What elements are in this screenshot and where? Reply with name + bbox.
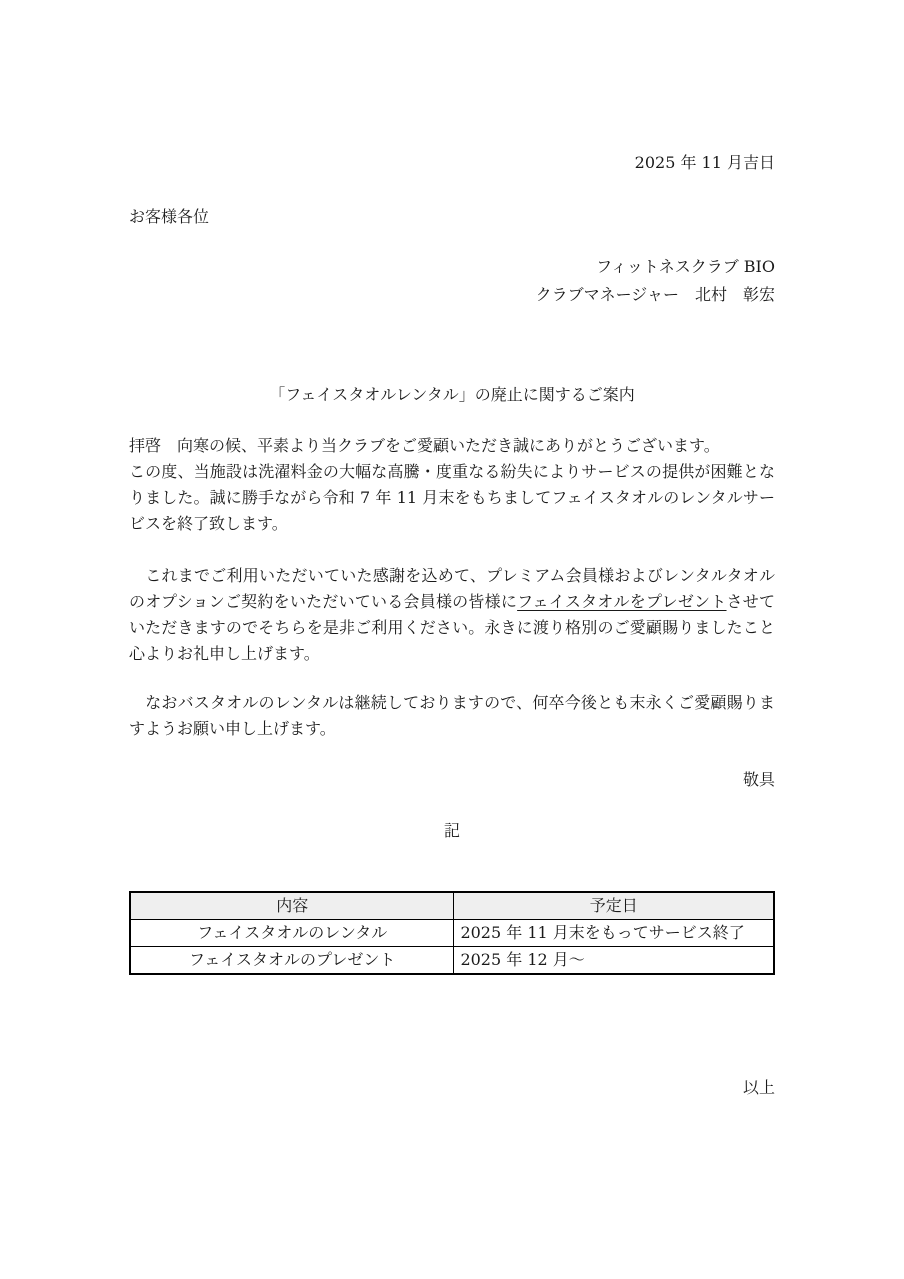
paragraph-2-underlined-text: フェイスタオルをプレゼント	[517, 592, 727, 611]
table-header-date: 予定日	[454, 892, 774, 920]
paragraph-1	[129, 433, 775, 537]
paragraph-3: なおバスタオルのレンタルは継続しておりますので、何卒今後とも末永くご愛顧賜りますようお願い申し上げます。	[129, 693, 775, 738]
sender-company: フィットネスクラブ BIO	[596, 257, 775, 276]
paragraph-2-text-after: させていただきますのでそちらを是非ご利用ください。永きに渡り格別のご愛顧賜りましたこと心よりお礼申し上げます。	[129, 592, 775, 663]
table-cell-content: フェイスタオルのレンタル	[130, 920, 454, 947]
table-cell-date: 2025 年 11 月末をもってサービス終了	[454, 920, 774, 947]
paragraph-2	[129, 563, 775, 667]
table-row	[130, 947, 774, 975]
table-cell-date: 2025 年 12 月～	[454, 947, 774, 975]
record-marker-ki: 記	[443, 821, 460, 840]
table-header-row	[130, 892, 774, 920]
document-date: 2025 年 11 月吉日	[634, 153, 775, 172]
addressee: お客様各位	[129, 207, 210, 226]
paragraph-1-opening: 拝啓 向寒の候、平素より当クラブをご愛顧いただき誠にありがとうございます。	[129, 436, 720, 455]
paragraph-2-text-before: これまでご利用いただいていた感謝を込めて、プレミアム会員様およびレンタルタオルのオプションご契約をいただいている会員様の皆様に	[129, 566, 775, 611]
closing-keigu: 敬具	[742, 770, 775, 789]
schedule-table	[129, 891, 775, 975]
table-cell-content: フェイスタオルのプレゼント	[130, 947, 454, 975]
sender-manager: クラブマネージャー 北村 彰宏	[535, 285, 775, 304]
table-row	[130, 920, 774, 947]
table-header-content: 内容	[130, 892, 454, 920]
paragraph-1-body: この度、当施設は洗濯料金の大幅な高騰・度重なる紛失によりサービスの提供が困難となりました。誠に勝手ながら令和 7 年 11 月末をもちましてフェイスタオルのレンタルサービスを終了致します。	[129, 462, 775, 533]
document-title: 「フェイスタオルレンタル」の廃止に関するご案内	[269, 385, 635, 404]
end-marker-ijou: 以上	[742, 1078, 775, 1097]
